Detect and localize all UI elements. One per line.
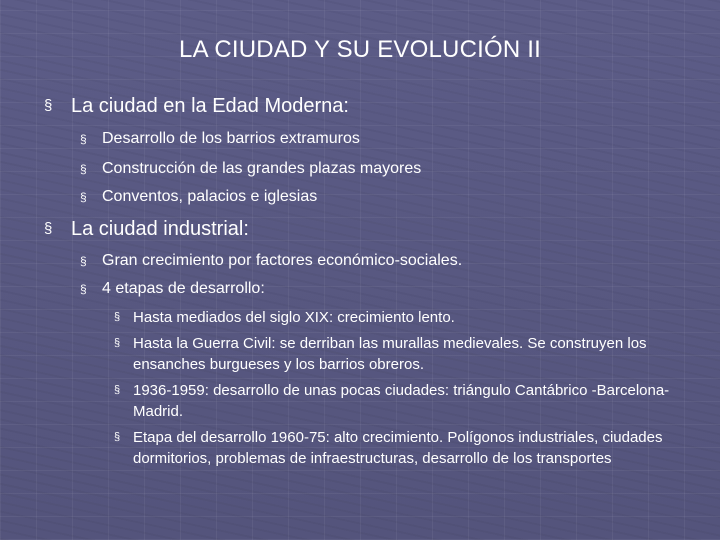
- bullet-icon: §: [80, 190, 87, 204]
- list-item: [80, 250, 462, 272]
- bullet-icon: §: [80, 282, 87, 296]
- bullet-icon: §: [114, 384, 121, 396]
- list-item: [80, 158, 421, 180]
- list-item-text: Desarrollo de los barrios extramuros: [102, 130, 360, 147]
- sub-list-item: [114, 307, 694, 328]
- sub-list-item: [114, 427, 694, 469]
- bullet-icon: §: [114, 431, 121, 443]
- sub-list-item: [114, 380, 694, 422]
- bullet-icon: §: [44, 97, 53, 114]
- sub-list-item-text: 1936-1959: desarrollo de unas pocas ciudades: triángulo Cantábrico -Barcelona-Madrid.: [133, 382, 670, 420]
- list-item: [80, 186, 317, 208]
- list-item: [80, 278, 265, 300]
- bullet-icon: §: [114, 311, 121, 323]
- list-item: [80, 128, 360, 150]
- sub-list-item-text: Etapa del desarrollo 1960-75: alto crecimiento. Polígonos industriales, ciudades dormitorios, problemas de infraestructuras, desarrollo de los transportes: [133, 429, 663, 467]
- section-heading-ciudad-industrial: [44, 216, 249, 242]
- sub-list-item-text: Hasta la Guerra Civil: se derriban las murallas medievales. Se construyen los ensanches burgueses y los barrios obreros.: [133, 335, 647, 373]
- slide-title: LA CIUDAD Y SU EVOLUCIÓN II: [179, 36, 541, 63]
- section-heading-text: La ciudad industrial:: [71, 218, 249, 240]
- sub-list-item: [114, 333, 694, 375]
- bullet-icon: §: [80, 162, 87, 176]
- bullet-icon: §: [44, 220, 53, 237]
- sub-list-item-text: Hasta mediados del siglo XIX: crecimiento lento.: [133, 309, 455, 326]
- list-item-text: 4 etapas de desarrollo:: [102, 280, 265, 297]
- list-item-text: Gran crecimiento por factores económico-sociales.: [102, 252, 463, 269]
- list-item-text: Construcción de las grandes plazas mayores: [102, 160, 422, 177]
- section-heading-edad-moderna: [44, 93, 349, 119]
- bullet-icon: §: [80, 254, 87, 268]
- bullet-icon: §: [114, 337, 121, 349]
- bullet-icon: §: [80, 132, 87, 146]
- list-item-text: Conventos, palacios e iglesias: [102, 188, 318, 205]
- section-heading-text: La ciudad en la Edad Moderna:: [71, 95, 349, 117]
